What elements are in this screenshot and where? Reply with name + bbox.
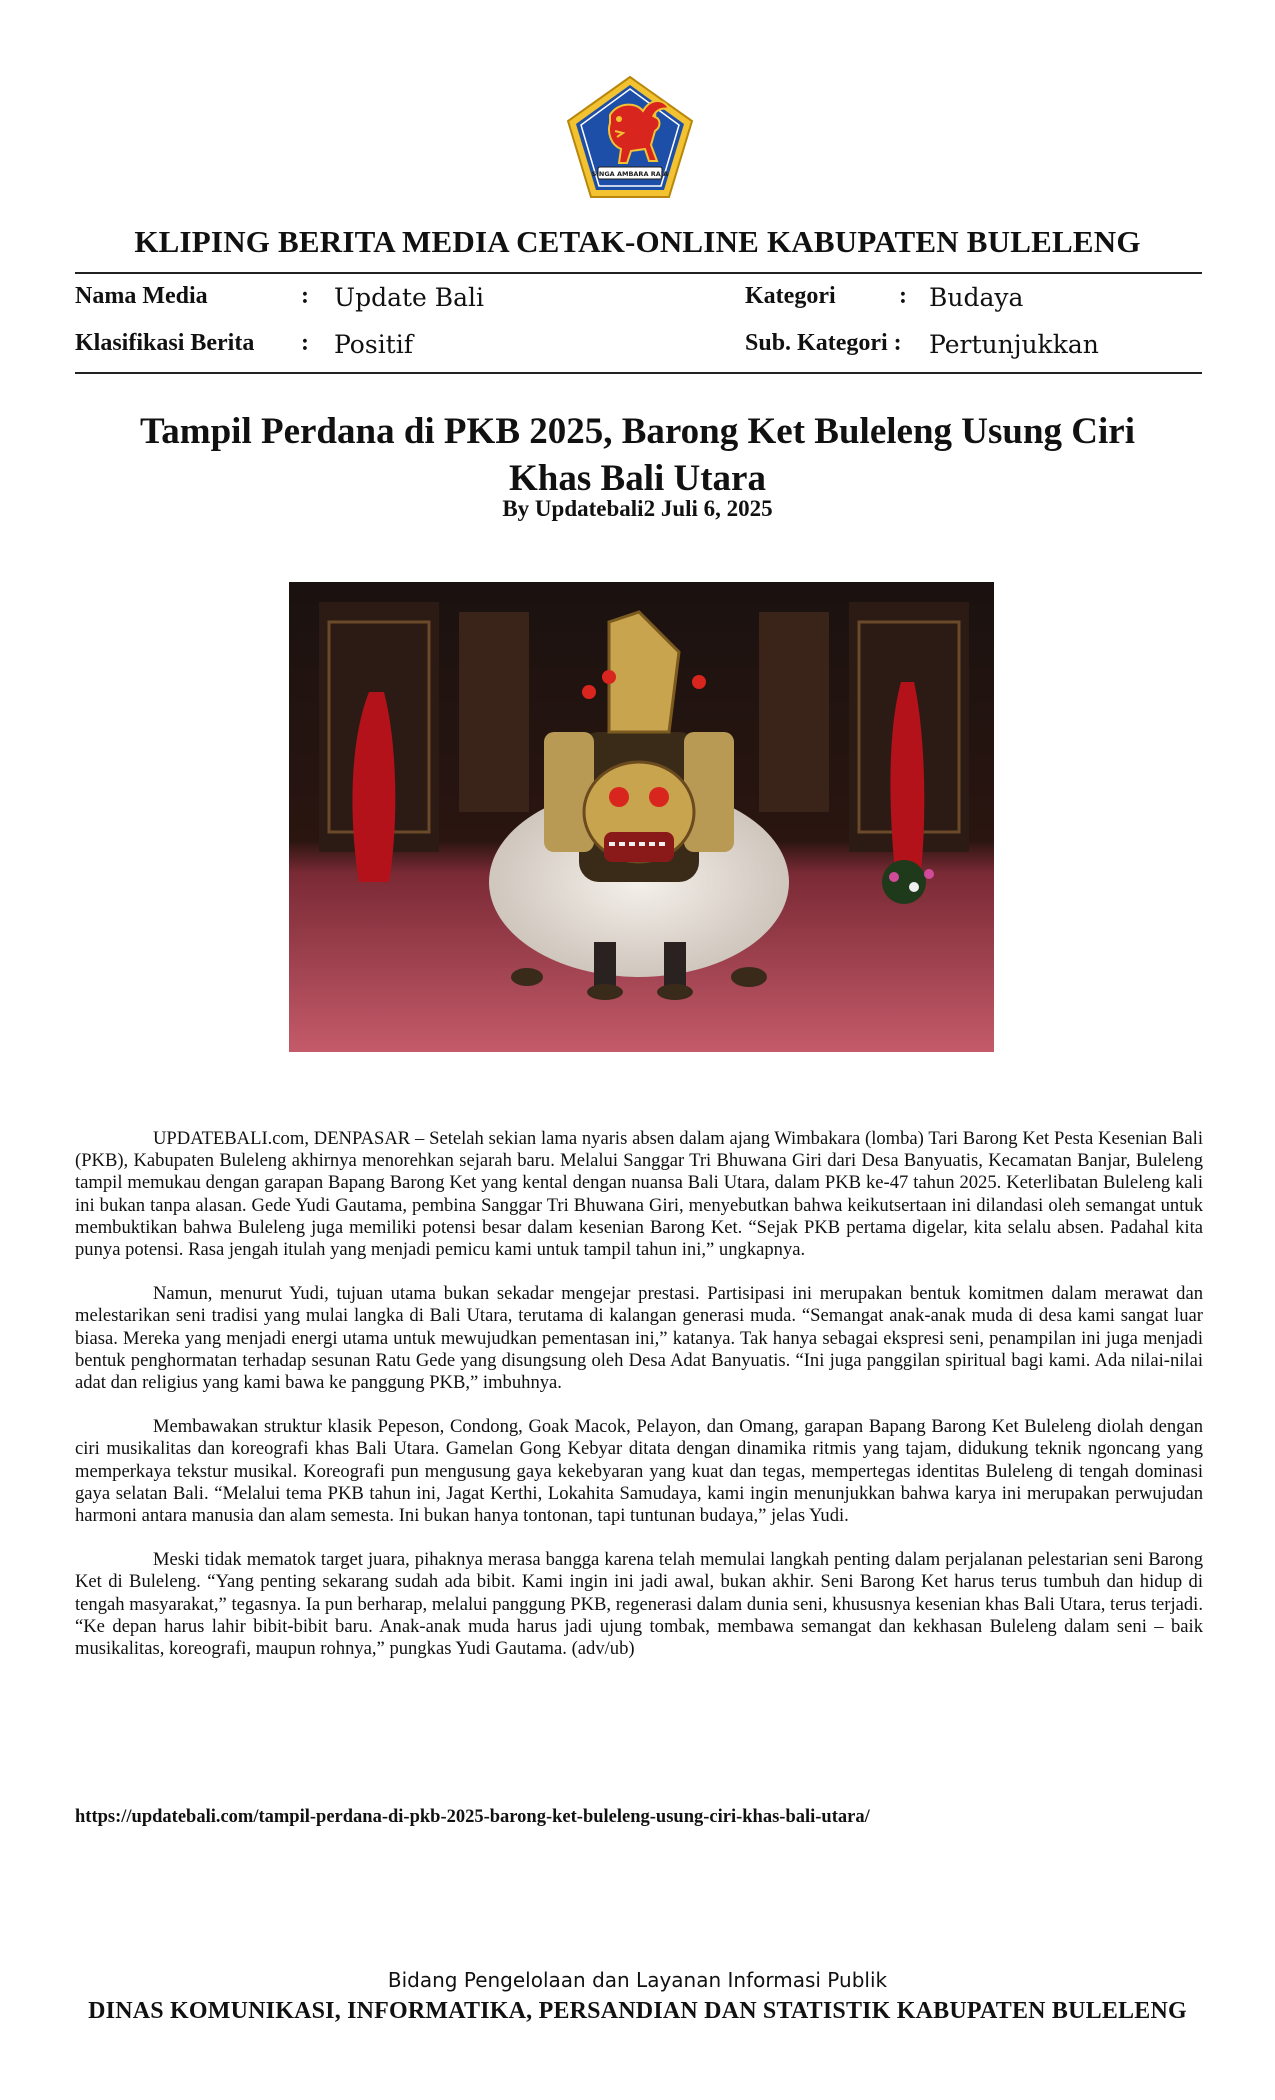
bottom-divider	[75, 372, 1202, 374]
top-divider	[75, 272, 1202, 274]
footer-department: Bidang Pengelolaan dan Layanan Informasi Publik	[387, 1968, 888, 1992]
subkategori-label: Sub. Kategori :	[745, 330, 902, 356]
emblem-banner-text: SINGA AMBARA RAJA	[591, 170, 669, 178]
kategori-value: Budaya	[929, 283, 1024, 312]
barong-dance-photo-icon	[289, 582, 994, 1052]
klasifikasi-value: Positif	[334, 330, 413, 359]
singa-ambara-raja-emblem-icon	[565, 75, 695, 200]
kategori-label: Kategori	[745, 283, 836, 309]
article-paragraph: Meski tidak mematok target juara, pihaknya merasa bangga karena telah memulai langkah penting dalam perjalanan pelestarian seni Barong Ket di Buleleng. “Yang penting sekarang sudah ada bibit. Kami ingin ini jadi awal, bukan akhir. Seni Barong Ket harus terus tumbuh dan hidup di tengah masyarakat,” tegasnya. Ia pun berharap, melalui panggung PKB, regenerasi dalam dunia seni, khususnya kesenian khas Bali Utara, terus terjadi. “Ke depan harus lahir bibit-bibit baru. Anak-anak muda harus jadi ujung tombak, membawa semangat dan kekhasan Buleleng dalam seni – baik musikalitas, koreografi, maupun rohnya,” pungkas Yudi Gautama. (adv/ub)	[75, 1549, 1203, 1660]
article-paragraph: Namun, menurut Yudi, tujuan utama bukan sekadar mengejar prestasi. Partisipasi ini merupakan bentuk komitmen dalam merawat dan melestarikan seni tradisi yang mulai langka di Bali Utara, terutama di kalangan generasi muda. “Semangat anak-anak muda di desa kami sangat luar biasa. Mereka yang menjadi energi utama untuk mewujudkan pementasan ini,” katanya. Tak hanya sebagai ekspresi seni, penampilan ini juga menjadi bentuk penghormatan terhadap sesunan Ratu Gede yang disungsung oleh Desa Adat Banyuatis. “Ini juga panggilan spiritual bagi kami. Ada nilai-nilai adat dan religius yang kami bawa ke panggung PKB,” imbuhnya.	[75, 1283, 1203, 1394]
article-paragraph: Membawakan struktur klasik Pepeson, Condong, Goak Macok, Pelayon, dan Omang, garapan Bapang Barong Ket Buleleng diolah dengan ciri musikalitas dan koreografi khas Bali Utara. Gamelan Gong Kebyar ditata dengan dinamika ritmis yang tajam, didukung teknik ngoncang yang memperkaya tekstur musikal. Koreografi pun mengusung gaya kekebyaran yang kuat dan tegas, mempertegas identitas Buleleng di tengah dominasi gaya selatan Bali. “Melalui tema PKB tahun ini, Jagat Kerthi, Lokahita Samudaya, kami ingin menunjukkan bahwa karya ini merupakan perwujudan harmoni antara manusia dan alam semesta. Ini bukan hanya tontonan, tapi tuntunan budaya,” jelas Yudi.	[75, 1416, 1203, 1527]
klasifikasi-label: Klasifikasi Berita	[75, 330, 255, 356]
source-url: https://updatebali.com/tampil-perdana-di-pkb-2025-barong-ket-buleleng-usung-ciri-khas-bali-utara/	[75, 1807, 870, 1827]
article-title: Tampil Perdana di PKB 2025, Barong Ket Buleleng Usung Ciri Khas Bali Utara	[139, 411, 1135, 499]
kategori-colon: :	[899, 283, 907, 309]
article-byline: By Updatebali2 Juli 6, 2025	[502, 496, 773, 521]
article-paragraph: UPDATEBALI.com, DENPASAR – Setelah sekian lama nyaris absen dalam ajang Wimbakara (lomba) Tari Barong Ket Pesta Kesenian Bali (PKB), Kabupaten Buleleng akhirnya menorehkan sejarah baru. Melalui Sanggar Tri Bhuwana Giri dari Desa Banyuatis, Kecamatan Banjar, Buleleng tampil memukau dengan garapan Bapang Barong Ket yang kental dengan nuansa Bali Utara, dalam PKB ke-47 tahun 2025. Keterlibatan Buleleng kali ini bukan tanpa alasan. Gede Yudi Gautama, pembina Sanggar Tri Bhuwana Giri, menyebutkan bahwa keikutsertaan ini dilandasi oleh semangat untuk membuktikan bahwa Buleleng juga memiliki potensi besar dalam kesenian Barong Ket. “Sejak PKB pertama digelar, kita selalu absen. Padahal kita punya potensi. Rasa jengah itulah yang menjadi pemicu kami untuk tampil tahun ini,” ungkapnya.	[75, 1128, 1203, 1261]
footer-agency: DINAS KOMUNIKASI, INFORMATIKA, PERSANDIAN DAN STATISTIK KABUPATEN BULELENG	[88, 1998, 1187, 2024]
media-label: Nama Media	[75, 283, 208, 309]
document-heading: KLIPING BERITA MEDIA CETAK-ONLINE KABUPATEN BULELENG	[134, 224, 1141, 259]
subkategori-value: Pertunjukkan	[929, 330, 1099, 359]
media-value: Update Bali	[334, 283, 485, 312]
media-colon: :	[301, 283, 309, 309]
article-body	[75, 1128, 1203, 1682]
klasifikasi-colon: :	[301, 330, 309, 356]
